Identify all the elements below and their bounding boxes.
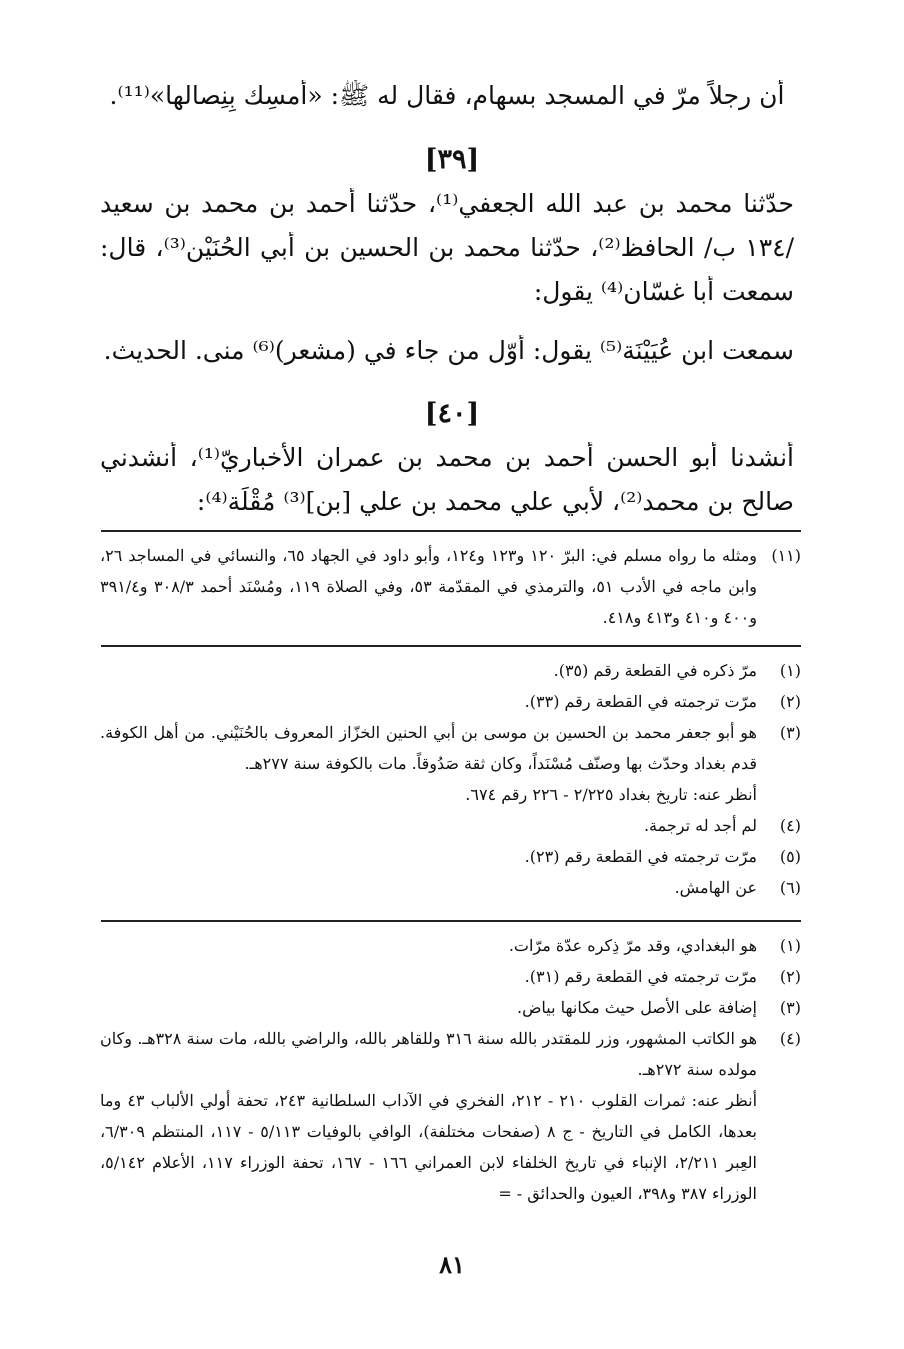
footnote-text: هو الكاتب المشهور، وزر للمقتدر بالله سنة ٣١٦ وللقاهر بالله، والراضي بالله، مات سنة ٣٢٨هـ. وكان مولده سنة ٢٧٢هـ. xyxy=(100,1029,758,1079)
footnote-text: مرّ ذكره في القطعة رقم (٣٥). xyxy=(553,661,757,680)
footnote-number: (٣) xyxy=(779,723,801,742)
footnote-number: (٤) xyxy=(779,1029,801,1048)
item-39-heading: [٣٩] xyxy=(424,144,480,175)
footnote-text: هو أبو جعفر محمد بن الحسين بن موسى بن أبي الحنين الخزّاز المعروف بالحُنَيْني. من أهل الكوفة. قدم بغداد وحدّث بها وصنّف مُسْنَداً، وكان ثقة صَدُوقاً. مات بالكوفة سنة ٢٧٧هـ. xyxy=(100,723,757,773)
footnote-number: (٦) xyxy=(779,878,801,897)
footnote-text: عن الهامش. xyxy=(674,878,757,897)
footnote-item xyxy=(100,841,801,872)
item-39-line-4: سمعت ابن عُيَيْنَة⁽⁵⁾ يقول: أوّل من جاء في (مشعر)⁽⁶⁾ منى. الحديث. xyxy=(103,336,794,365)
footnote-number: (١١) xyxy=(771,546,801,565)
page-number: ٨١ xyxy=(439,1250,465,1279)
footnote-number: (١) xyxy=(779,936,801,955)
footnote-text: إضافة على الأصل حيث مكانها بياض. xyxy=(516,998,757,1017)
item-40-line-2: صالح بن محمد⁽²⁾، لأبي علي محمد بن علي [بن]⁽³⁾ مُقْلَة⁽⁴⁾: xyxy=(196,487,794,516)
item-39-line-2: /١٣٤ ب/ الحافظ⁽²⁾، حدّثنا محمد بن الحسين بن أبي الحُنَيْن⁽³⁾، قال: xyxy=(100,233,794,262)
footnote-number: (٥) xyxy=(779,847,801,866)
item-39-line-1: حدّثنا محمد بن عبد الله الجعفي⁽¹⁾، حدّثنا أحمد بن محمد بن سعيد xyxy=(100,189,794,218)
footnotes-item-39 xyxy=(100,655,801,903)
footnote-text: مرّت ترجمته في القطعة رقم (٣١). xyxy=(524,967,757,986)
footnote-text: لم أجد له ترجمة. xyxy=(643,816,757,835)
footnote-item xyxy=(100,655,801,686)
footnote-item xyxy=(100,872,801,903)
footnote-text: مرّت ترجمته في القطعة رقم (٢٣). xyxy=(524,847,757,866)
footnote-text: مرّت ترجمته في القطعة رقم (٣٣). xyxy=(524,692,757,711)
footnote-item xyxy=(100,686,801,717)
footnote-item xyxy=(100,540,801,633)
footnote-number: (٢) xyxy=(779,967,801,986)
footnotes-item-40 xyxy=(100,930,801,1209)
item-40-heading: [٤٠] xyxy=(424,398,480,429)
continuation-line: أن رجلاً مرّ في المسجد بسهام، فقال له ﷺ: «أَمسِك بِنِصالها»⁽¹¹⁾. xyxy=(109,81,785,110)
footnote-item xyxy=(100,992,801,1023)
footnote-number: (٢) xyxy=(779,692,801,711)
footnote-item xyxy=(100,1023,801,1085)
footnote-item xyxy=(100,930,801,961)
footnote-separator-2 xyxy=(101,645,801,647)
footnote-continuation: أنظر عنه: تاريخ بغداد ٢/٢٢٥ - ٢٢٦ رقم ٦٧٤. xyxy=(465,785,757,804)
footnote-number: (٣) xyxy=(779,998,801,1017)
footnote-number: (١) xyxy=(779,661,801,680)
footnote-text: ومثله ما رواه مسلم في: البرّ ١٢٠ و١٢٣ و١٢٤، وأبو داود في الجهاد ٦٥، والنسائي في المساجد ٢٦، وابن ماجه في الأدب ٥١، والترمذي في المقدّمة ٥٣، وفي الصلاة ١١٩، ومُسْنَد أحمد ٣٠٨/٣ و٣٩١/٤ و٤٠٠ و٤١٠ و٤١٣ و٤١٨. xyxy=(100,546,758,627)
footnote-text: هو البغدادي، وقد مرّ ذِكره عدّة مرّات. xyxy=(508,936,757,955)
item-40-line-1: أنشدنا أبو الحسن أحمد بن محمد بن عمران الأخباريّ⁽¹⁾، أنشدني xyxy=(100,443,794,472)
footnote-separator-3 xyxy=(101,920,801,922)
footnote-item xyxy=(100,961,801,992)
footnote-number: (٤) xyxy=(779,816,801,835)
footnote-separator-1 xyxy=(101,530,801,532)
footnotes-previous xyxy=(100,540,801,633)
item-39-line-3: سمعت أبا غسّان⁽⁴⁾ يقول: xyxy=(533,277,794,306)
footnote-item xyxy=(100,717,801,779)
footnote-continuation: أنظر عنه: ثمرات القلوب ٢١٠ - ٢١٢، الفخري في الآداب السلطانية ٢٤٣، تحفة أولي الألباب ٤٣ وما بعدها، الكامل في التاريخ - ج ٨ (صفحات مختلفة)، الوافي بالوفيات ٥/١١٣ - ١١٧، المنتظم ٦/٣٠٩، العِبر ٢/٢١١، الإنباء في تاريخ الخلفاء لابن العمراني ١٦٦ - ١٦٧، تحفة الوزراء ١١٧، الأعلام ٥/١٤٢، الوزراء ٣٨٧ و٣٩٨، العيون والحدائق - = xyxy=(100,1091,758,1203)
footnote-item xyxy=(100,810,801,841)
